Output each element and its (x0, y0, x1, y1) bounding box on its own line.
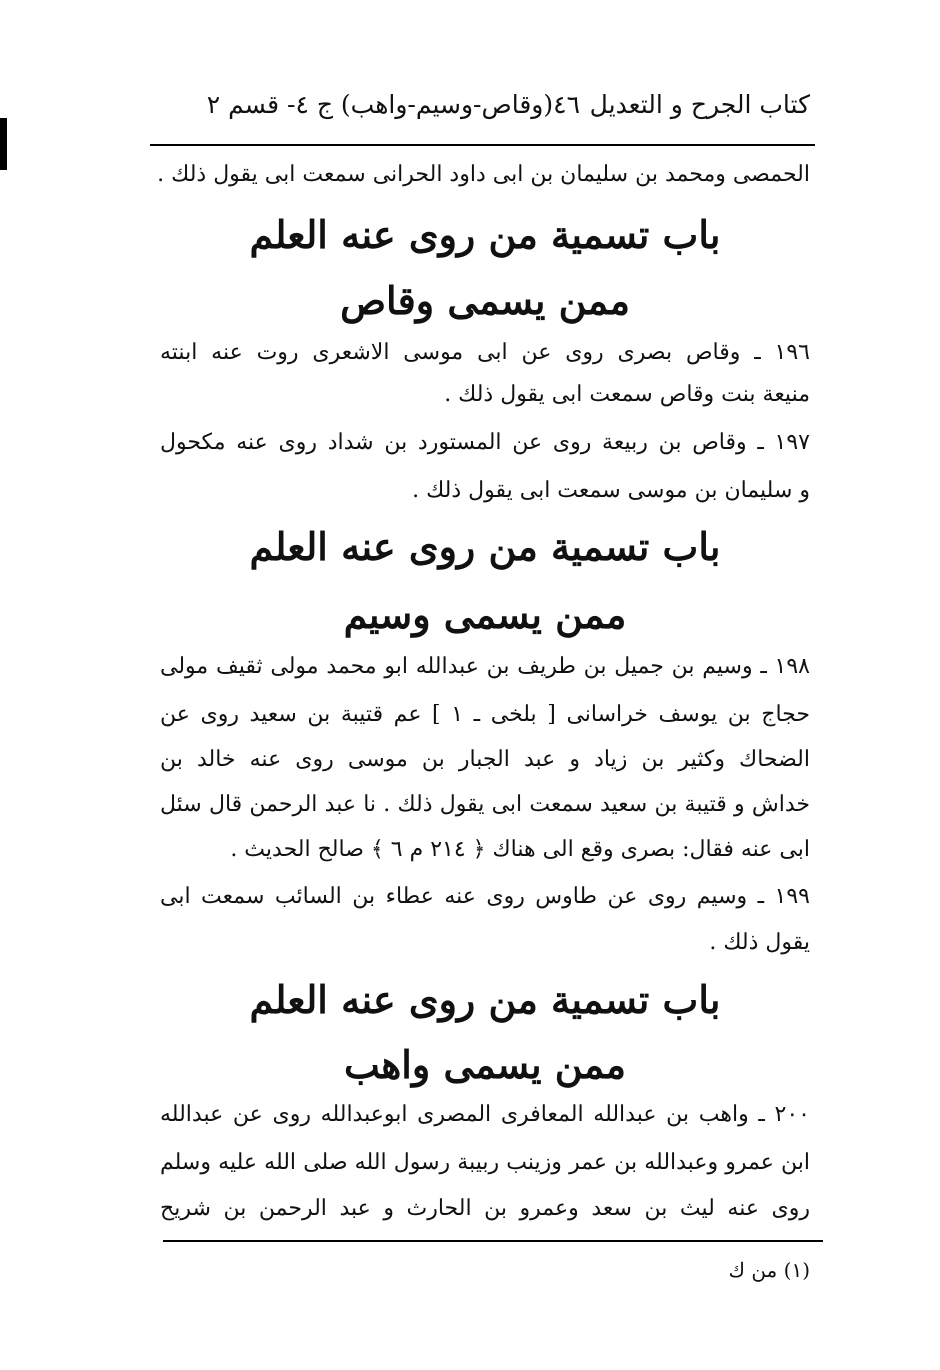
footnote: (١) من ك (728, 1258, 810, 1282)
entry-line: ابن عمرو وعبدالله بن عمر وزينب ربيبة رسول الله صلى الله عليه وسلم (160, 1150, 810, 1175)
header-rule (150, 144, 815, 146)
entry-line: منيعة بنت وقاص سمعت ابى يقول ذلك . (444, 382, 810, 407)
entry-line: حجاج بن يوسف خراسانى [ بلخى ـ ١ ] عم قتيبة بن سعيد روى عن (160, 702, 810, 727)
entry-line: ٢٠٠ ـ واهب بن عبدالله المعافرى المصرى ابوعبدالله روى عن عبدالله (160, 1102, 810, 1127)
entry-line: الضحاك وكثير بن زياد و عبد الجبار بن موسى روى عنه خالد بن (160, 747, 810, 772)
scan-edge-mark (0, 118, 7, 170)
section-subheading: ممن يسمى وقاص (340, 278, 630, 323)
section-subheading: ممن يسمى وسيم (343, 592, 627, 637)
header-book-title: كتاب الجرح و التعديل (589, 90, 810, 119)
section-heading: باب تسمية من روى عنه العلم (249, 977, 721, 1022)
section-subheading: ممن يسمى واهب (343, 1042, 627, 1087)
text-line: الحمصى ومحمد بن سليمان بن ابى داود الحرانى سمعت ابى يقول ذلك . (157, 162, 810, 187)
entry-line: ١٩٧ ـ وقاص بن ربيعة روى عن المستورد بن شداد روى عنه مكحول (160, 430, 810, 455)
section-heading: باب تسمية من روى عنه العلم (249, 212, 721, 257)
header-page-info: ٤٦(وقاص-وسيم-واهب) ج ٤- قسم ٢ (206, 90, 580, 119)
entry-line: ١٩٦ ـ وقاص بصرى روى عن ابى موسى الاشعرى روت عنه ابنته (160, 340, 810, 365)
entry-line: خداش و قتيبة بن سعيد سمعت ابى يقول ذلك . نا عبد الرحمن قال سئل (160, 792, 810, 817)
footnote-rule (163, 1240, 823, 1242)
section-heading: باب تسمية من روى عنه العلم (249, 524, 721, 569)
entry-line: ١٩٩ ـ وسيم روى عن طاوس روى عنه عطاء بن السائب سمعت ابى (160, 884, 810, 909)
entry-line: و سليمان بن موسى سمعت ابى يقول ذلك . (412, 478, 810, 503)
entry-line: ١٩٨ ـ وسيم بن جميل بن طريف بن عبدالله ابو محمد مولى ثقيف مولى (160, 654, 810, 679)
running-header (160, 84, 810, 130)
entry-line: يقول ذلك . (709, 930, 810, 955)
entry-line: روى عنه ليث بن سعد وعمرو بن الحارث و عبد الرحمن بن شريح (160, 1196, 810, 1221)
entry-line: ابى عنه فقال: بصرى وقع الى هناك ﴿ ٢١٤ م ٦ ﴾ صالح الحديث . (230, 837, 810, 862)
